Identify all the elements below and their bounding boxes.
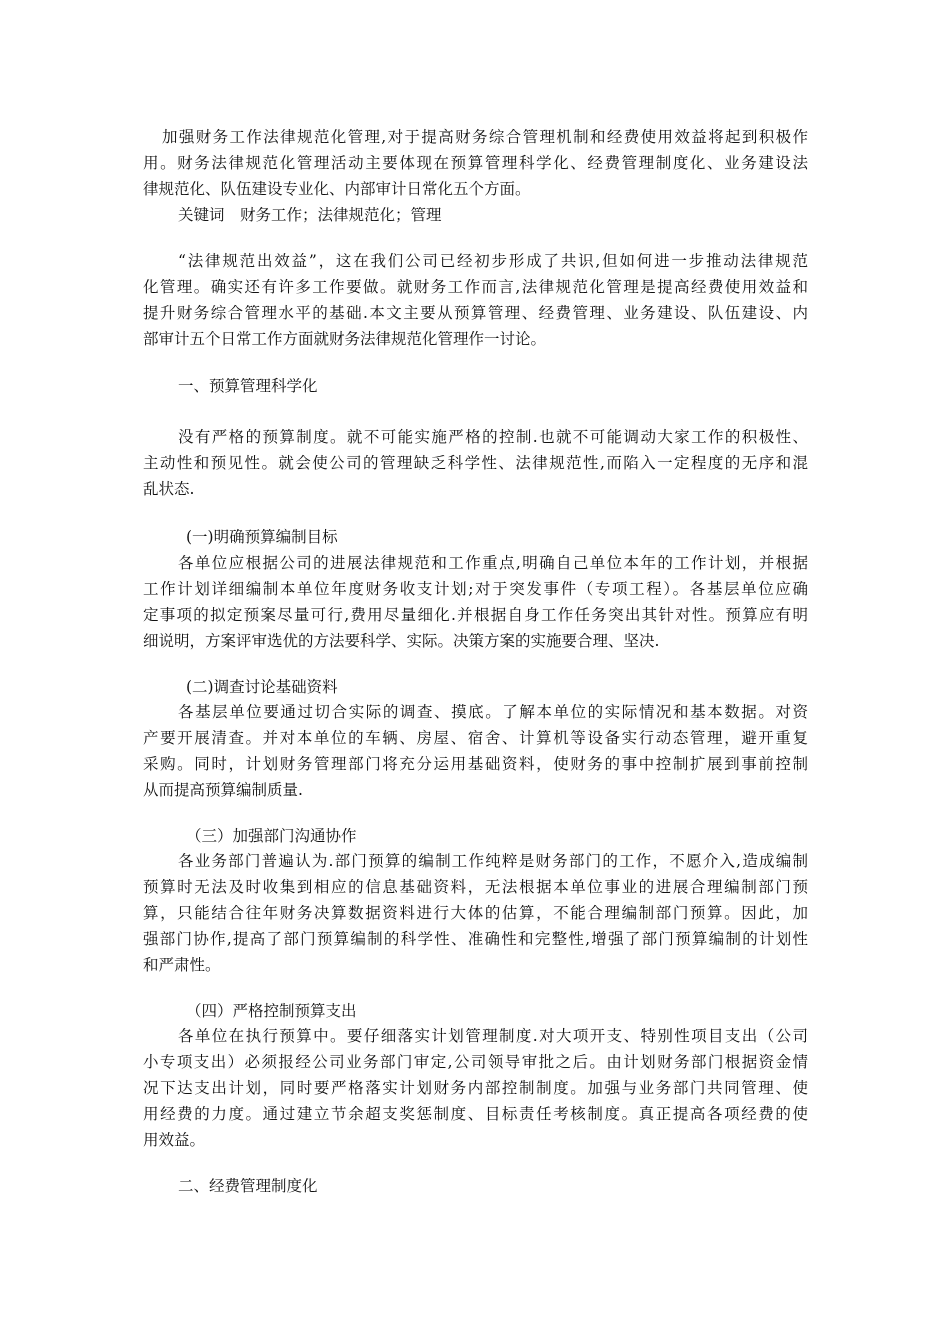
intro-line: 化管理。确实还有许多工作要做。就财务工作而言,法律规范化管理是提高经费使用效益和 [143, 278, 808, 296]
subsection-4-body [143, 1023, 808, 1153]
intro-line: “法律规范出效益”，这在我们公司已经初步形成了共识,但如何进一步推动法律规范 [178, 252, 808, 270]
intro-paragraph [143, 248, 808, 352]
subsection-2-heading: (二)调查讨论基础资料 [186, 678, 338, 696]
subsection-4-line: 用效益。 [143, 1131, 206, 1149]
subsection-3-line: 预算时无法及时收集到相应的信息基础资料，无法根据本单位事业的进展合理编制部门预 [143, 878, 808, 896]
subsection-4-line: 况下达支出计划，同时要严格落实计划财务内部控制制度。加强与业务部门共同管理、使 [143, 1079, 808, 1097]
subsection-3-heading: （三）加强部门沟通协作 [186, 827, 357, 845]
subsection-4-heading: （四）严格控制预算支出 [186, 1002, 357, 1020]
subsection-1-line: 工作计划详细编制本单位年度财务收支计划;对于突发事件（专项工程）。各基层单位应确 [143, 580, 808, 598]
subsection-1-body [143, 550, 808, 654]
subsection-4-line: 用经费的力度。通过建立节余超支奖惩制度、目标责任考核制度。真正提高各项经费的使 [143, 1105, 808, 1123]
subsection-3-line: 算，只能结合往年财务决算数据资料进行大体的估算，不能合理编制部门预算。因此，加 [143, 904, 808, 922]
abstract-paragraph [143, 124, 808, 202]
subsection-2-line: 从而提高预算编制质量. [143, 781, 303, 799]
intro-line: 部审计五个日常工作方面就财务法律规范化管理作一讨论。 [143, 330, 547, 348]
section-1-line: 乱状态. [143, 480, 195, 498]
subsection-3-line: 强部门协作,提高了部门预算编制的科学性、准确性和完整性,增强了部门预算编制的计划性 [143, 930, 808, 948]
section-2-heading: 二、经费管理制度化 [178, 1177, 318, 1195]
subsection-3-line: 和严肃性。 [143, 956, 221, 974]
section-1-line: 没有严格的预算制度。就不可能实施严格的控制.也就不可能调动大家工作的积极性、 [178, 428, 808, 446]
subsection-3-body [143, 848, 808, 978]
subsection-2-line: 各基层单位要通过切合实际的调查、摸底。了解本单位的实际情况和基本数据。对资 [178, 703, 808, 721]
subsection-3-line: 各业务部门普遍认为.部门预算的编制工作纯粹是财务部门的工作，不愿介入,造成编制 [178, 852, 808, 870]
abstract-line: 用。财务法律规范化管理活动主要体现在预算管理科学化、经费管理制度化、业务建设法 [143, 154, 808, 172]
keywords-line: 关键词 财务工作；法律规范化；管理 [178, 206, 442, 224]
subsection-1-line: 各单位应根据公司的进展法律规范和工作重点,明确自己单位本年的工作计划，并根据 [178, 554, 808, 572]
abstract-line: 加强财务工作法律规范化管理,对于提高财务综合管理机制和经费使用效益将起到积极作 [162, 128, 808, 146]
subsection-1-line: 定事项的拟定预案尽量可行,费用尽量细化.并根据自身工作任务突出其针对性。预算应有明 [143, 606, 808, 624]
subsection-2-line: 采购。同时，计划财务管理部门将充分运用基础资料，使财务的事中控制扩展到事前控制 [143, 755, 808, 773]
subsection-2-line: 产要开展清查。并对本单位的车辆、房屋、宿舍、计算机等设备实行动态管理，避开重复 [143, 729, 808, 747]
section-1-line: 主动性和预见性。就会使公司的管理缺乏科学性、法律规范性,而陷入一定程度的无序和混 [143, 454, 808, 472]
subsection-1-line: 细说明，方案评审选优的方法要科学、实际。决策方案的实施要合理、坚决. [143, 632, 660, 650]
section-1-intro [143, 424, 808, 502]
abstract-line: 律规范化、队伍建设专业化、内部审计日常化五个方面。 [143, 180, 531, 198]
subsection-4-line: 小专项支出）必须报经公司业务部门审定,公司领导审批之后。由计划财务部门根据资金情 [143, 1053, 808, 1071]
subsection-2-body [143, 699, 808, 803]
intro-line: 提升财务综合管理水平的基础.本文主要从预算管理、经费管理、业务建设、队伍建设、内 [143, 304, 808, 322]
section-1-heading: 一、预算管理科学化 [178, 377, 318, 395]
subsection-4-line: 各单位在执行预算中。要仔细落实计划管理制度.对大项开支、特别性项目支出（公司 [178, 1027, 808, 1045]
subsection-1-heading: (一)明确预算编制目标 [186, 528, 338, 546]
